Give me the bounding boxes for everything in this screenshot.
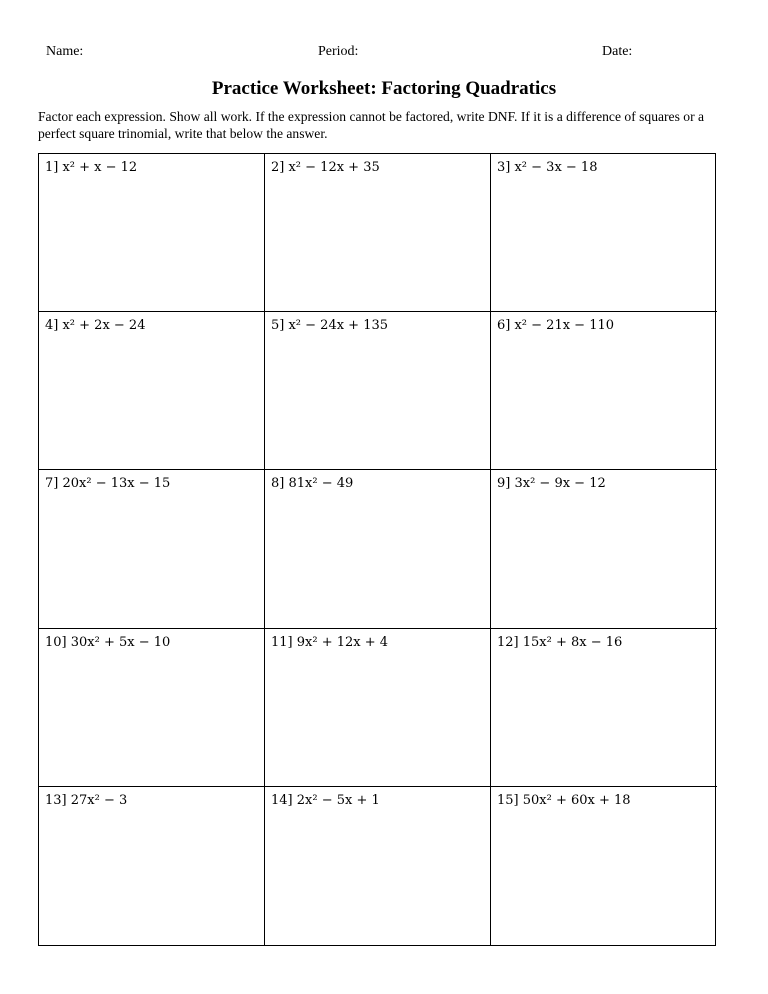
problem-label: 15] 50x² + 60x + 18 [497, 792, 631, 808]
date-label: Date: [602, 44, 633, 59]
problem-cell-2[interactable] [265, 154, 491, 312]
problem-label: 6] x² − 21x − 110 [497, 318, 615, 334]
problem-label: 14] 2x² − 5x + 1 [271, 792, 380, 808]
problem-cell-6[interactable] [491, 312, 717, 470]
problem-label: 10] 30x² + 5x − 10 [45, 634, 171, 650]
problem-label: 11] 9x² + 12x + 4 [271, 634, 389, 650]
problem-label: 7] 20x² − 13x − 15 [45, 476, 171, 492]
problem-cell-10[interactable] [39, 629, 265, 787]
problem-cell-11[interactable] [265, 629, 491, 787]
problem-cell-9[interactable] [491, 470, 717, 628]
problem-cell-8[interactable] [265, 470, 491, 628]
problem-label: 1] x² + x − 12 [45, 160, 138, 175]
problem-cell-14[interactable] [265, 787, 491, 945]
problem-grid [38, 153, 716, 946]
page-title: Practice Worksheet: Factoring Quadratics [211, 78, 557, 99]
problem-label: 9] 3x² − 9x − 12 [497, 476, 606, 492]
name-label: Name: [46, 44, 84, 59]
problem-cell-1[interactable] [39, 154, 265, 312]
problem-label: 4] x² + 2x − 24 [45, 318, 146, 334]
problem-label: 13] 27x² − 3 [45, 792, 128, 808]
problem-cell-15[interactable] [491, 787, 717, 945]
problem-cell-3[interactable] [491, 154, 717, 312]
problem-cell-4[interactable] [39, 312, 265, 470]
header-row [46, 44, 732, 64]
problem-cell-7[interactable] [39, 470, 265, 628]
problem-label: 12] 15x² + 8x − 16 [497, 634, 623, 650]
problem-label: 3] x² − 3x − 18 [497, 160, 598, 175]
problem-cell-5[interactable] [265, 312, 491, 470]
problem-label: 8] 81x² − 49 [271, 476, 354, 492]
period-label: Period: [318, 44, 359, 59]
problem-cell-13[interactable] [39, 787, 265, 945]
problem-cell-12[interactable] [491, 629, 717, 787]
problem-label: 2] x² − 12x + 35 [271, 160, 380, 175]
problem-label: 5] x² − 24x + 135 [271, 318, 389, 334]
instructions: Factor each expression. Show all work. If the expression cannot be factored, write DNF. If it is a difference of squares or a perfect square trinomial, write that below the answer. [38, 109, 705, 141]
